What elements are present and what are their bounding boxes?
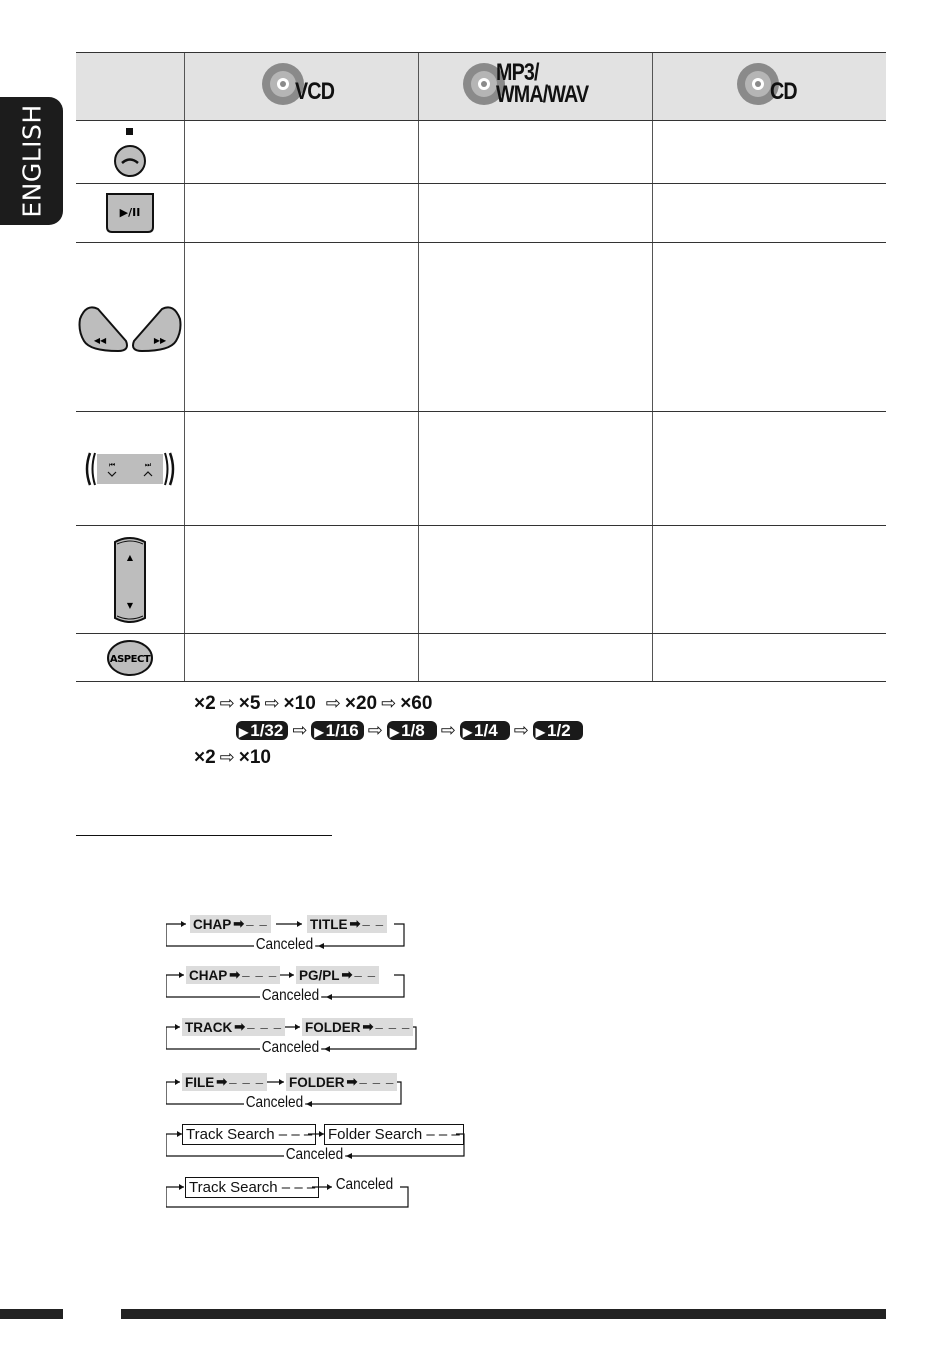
arrow-icon: ⇨: [264, 693, 280, 713]
chip-chap: CHAP ➡ – –: [190, 915, 271, 933]
slow-badge: ▶ 1/16: [311, 721, 363, 740]
arrow-icon: ⇨: [440, 720, 456, 740]
box-track-search: Track Search – – –: [185, 1177, 319, 1198]
arrow-icon: ⇨: [219, 693, 235, 713]
speed-item: ×10: [283, 692, 316, 714]
speed-list: [194, 690, 583, 771]
skip-back-icon: ⏮: [109, 460, 116, 469]
skip-forward-icon: ⏭: [145, 460, 152, 469]
arrow-icon: ⇨: [381, 693, 397, 713]
speed-item: ×5: [238, 692, 261, 714]
down-icon: ▼: [127, 600, 134, 610]
fast-forward-icon: ▶▶: [154, 336, 167, 345]
skip-buttons[interactable]: [76, 451, 184, 487]
chip-title: TITLE ➡ – –: [307, 915, 387, 933]
col-mp3: [419, 53, 653, 121]
col-cd: [653, 53, 886, 121]
canceled-label: Canceled: [261, 987, 320, 1004]
arrow-icon: ⇨: [292, 720, 308, 740]
chip-track: TRACK ➡ – – –: [182, 1018, 285, 1036]
chip-chap: CHAP ➡ – – –: [186, 966, 280, 984]
arrow-icon: ⇨: [513, 720, 529, 740]
speed-item: ×2: [194, 746, 216, 768]
slow-badge: ▶ 1/4: [460, 721, 510, 740]
chip-pgpl: PG/PL ➡ – –: [296, 966, 379, 984]
box-track-search: Track Search – – –: [182, 1124, 316, 1145]
language-tab: [0, 97, 63, 225]
speed-item: ×2: [194, 692, 216, 714]
search-speeds-2: [194, 744, 583, 771]
col-vcd: [185, 53, 419, 121]
chip-folder: FOLDER ➡ – – –: [302, 1018, 413, 1036]
row-skip: [76, 412, 886, 526]
slow-icon: ▶: [314, 725, 324, 739]
slow-badge: ▶ 1/32: [236, 721, 288, 740]
search-speeds: [194, 690, 583, 717]
row-rew-ff: [76, 243, 886, 412]
arrow-icon: ⇨: [325, 693, 341, 713]
aspect-label: ASPECT: [110, 653, 151, 665]
canceled-label: Canceled: [255, 936, 314, 953]
speed-item: ×60: [400, 692, 433, 714]
slow-icon: ▶: [389, 725, 400, 739]
col-vcd-label: VCD: [294, 78, 335, 105]
rew-ff-buttons[interactable]: [76, 301, 184, 353]
canceled-label: Canceled: [335, 1176, 394, 1193]
row-stop: [76, 121, 886, 184]
canceled-label: Canceled: [261, 1039, 320, 1056]
canceled-label: Canceled: [285, 1146, 344, 1163]
arrow-icon: ⇨: [219, 747, 235, 767]
box-folder-search: Folder Search – – –: [324, 1124, 464, 1145]
play-pause-label: ▶/II: [119, 206, 141, 219]
function-table: [76, 52, 886, 682]
slow-speeds: [236, 717, 583, 744]
slow-badge: ▶ 1/8: [387, 721, 437, 740]
slow-badge: ▶ 1/2: [533, 721, 583, 740]
language-tab-label: ENGLISH: [17, 104, 46, 218]
slow-icon: ▶: [535, 725, 546, 739]
speed-item: ×10: [238, 746, 271, 768]
chip-file: FILE ➡ – – –: [182, 1073, 267, 1091]
speed-item: ×20: [344, 692, 378, 714]
rewind-icon: ◀◀: [94, 336, 107, 345]
chip-folder: FOLDER ➡ – – –: [286, 1073, 397, 1091]
footer-bar-left: [0, 1309, 63, 1319]
col-cd-label: CD: [770, 78, 798, 105]
col-mp3-label-2: WMA/WAV: [496, 81, 589, 108]
footer-bar: [121, 1309, 886, 1319]
row-aspect: [76, 634, 886, 682]
arrow-icon: ⇨: [367, 720, 383, 740]
play-pause-button[interactable]: [76, 191, 184, 235]
stop-button[interactable]: [76, 126, 184, 178]
up-down-buttons[interactable]: [76, 534, 184, 626]
col-mp3-label-1: MP3/: [496, 59, 540, 86]
canceled-label: Canceled: [245, 1094, 304, 1111]
aspect-button[interactable]: [76, 639, 184, 677]
slow-icon: ▶: [462, 725, 473, 739]
section-divider: [76, 835, 332, 836]
up-icon: ▲: [127, 552, 134, 562]
row-play-pause: [76, 184, 886, 243]
slow-icon: ▶: [239, 725, 249, 739]
table-header-row: [76, 53, 886, 121]
row-up-down: [76, 526, 886, 634]
